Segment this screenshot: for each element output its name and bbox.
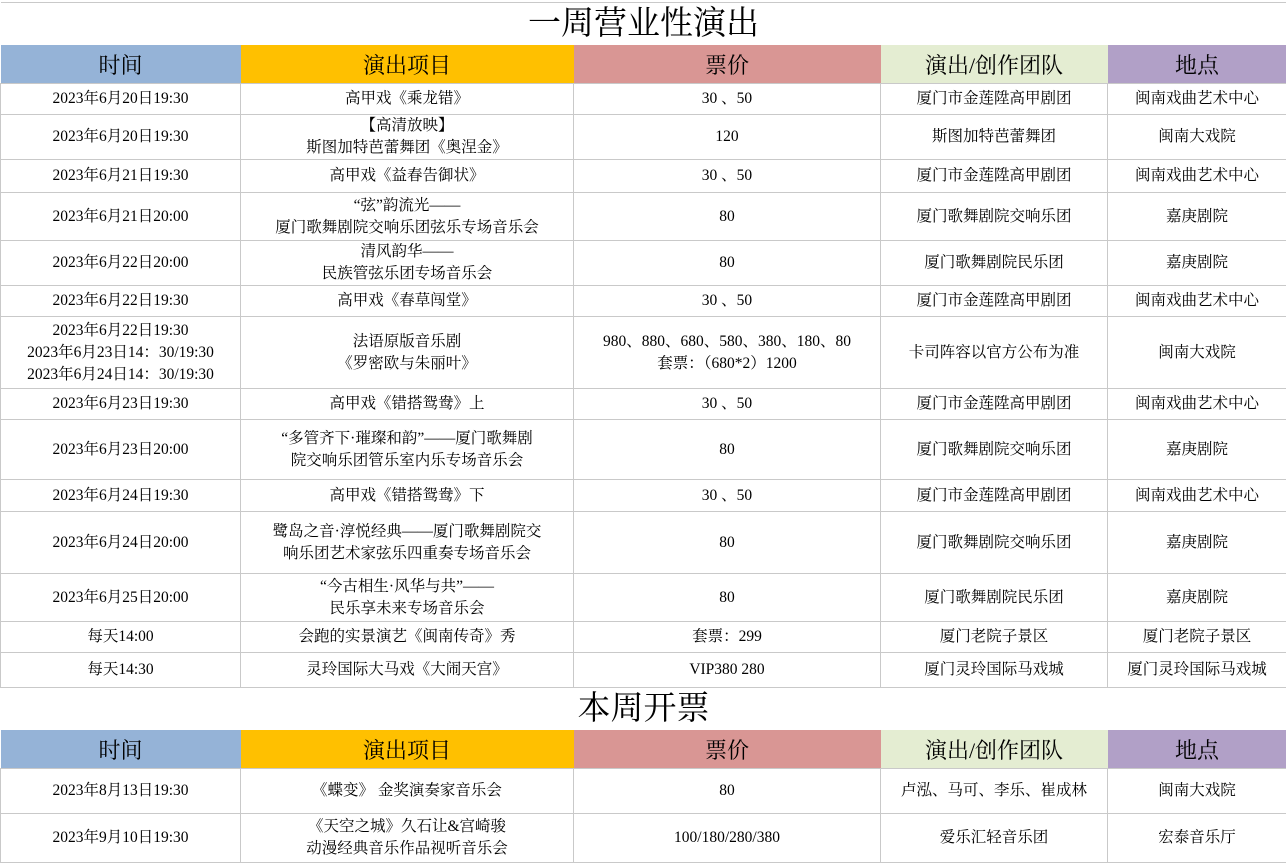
- venue-line: 宏泰音乐厅: [1158, 829, 1236, 846]
- venue-line: 闽南大戏院: [1158, 343, 1236, 361]
- venue-line: 嘉庚剧院: [1166, 440, 1229, 458]
- team-line: 卡司阵容以官方公布为准: [908, 343, 1080, 361]
- project-line: 高甲戏《错搭鸳鸯》下: [329, 486, 485, 504]
- venue-line: 闽南戏曲艺术中心: [1135, 292, 1260, 309]
- schedule-row: [1, 115, 1286, 160]
- venue-line: 闽南戏曲艺术中心: [1135, 167, 1260, 184]
- time-line: 2023年6月21日20:00: [52, 207, 189, 225]
- time-cell: [1, 814, 241, 863]
- project-line: 【高清放映】: [360, 117, 454, 134]
- venue-cell: [1108, 512, 1286, 574]
- project-line: 斯图加特芭蕾舞团《奥涅金》: [306, 139, 508, 156]
- price-line: 30 、50: [701, 90, 753, 107]
- schedule-row: [1, 317, 1286, 389]
- time-line: 2023年6月23日20:00: [52, 440, 189, 458]
- team-line: 厦门市金莲陞高甲剧团: [916, 292, 1072, 309]
- venue-cell: [1108, 653, 1286, 688]
- team-cell: [881, 115, 1108, 160]
- project-line: 《蝶变》 金奖演奏家音乐会: [312, 782, 502, 799]
- price-line: 30 、50: [701, 395, 753, 412]
- project-cell: [241, 317, 574, 389]
- schedule-row: [1, 814, 1286, 863]
- time-line: 2023年6月24日19:30: [52, 486, 189, 504]
- schedule-row: [1, 512, 1286, 574]
- header-price: 票价: [574, 45, 881, 84]
- project-cell: [241, 115, 574, 160]
- time-cell: [1, 389, 241, 420]
- venue-line: 闽南戏曲艺术中心: [1135, 486, 1260, 504]
- project-line: 动漫经典音乐作品视听音乐会: [306, 840, 508, 857]
- header-team: 演出/创作团队: [881, 730, 1108, 769]
- time-line: 2023年6月20日19:30: [52, 128, 189, 145]
- project-cell: [241, 286, 574, 317]
- venue-cell: [1108, 389, 1286, 420]
- header-team: 演出/创作团队: [881, 45, 1108, 84]
- team-cell: [881, 480, 1108, 512]
- project-line: 高甲戏《益春告御状》: [329, 167, 485, 184]
- price-cell: [574, 653, 881, 688]
- time-line: 2023年8月13日19:30: [52, 782, 189, 799]
- team-line: 厦门市金莲陞高甲剧团: [916, 167, 1072, 184]
- team-cell: [881, 574, 1108, 622]
- schedule-table: [0, 2, 1286, 863]
- price-cell: [574, 241, 881, 286]
- project-cell: [241, 653, 574, 688]
- price-line: 80: [719, 533, 735, 551]
- team-line: 厦门歌舞剧院交响乐团: [916, 533, 1072, 551]
- schedule-row: [1, 389, 1286, 420]
- price-cell: [574, 420, 881, 480]
- team-cell: [881, 193, 1108, 241]
- price-line: 30 、50: [701, 292, 753, 309]
- project-cell: [241, 769, 574, 814]
- schedule-row: [1, 480, 1286, 512]
- time-cell: [1, 84, 241, 115]
- time-cell: [1, 574, 241, 622]
- schedule-row: [1, 84, 1286, 115]
- section-title: 一周营业性演出: [1, 3, 1286, 46]
- header-project: 演出项目: [241, 730, 574, 769]
- schedule-row: [1, 574, 1286, 622]
- team-cell: [881, 389, 1108, 420]
- price-line: 80: [719, 588, 735, 606]
- section-weekly-performances: [1, 3, 1286, 688]
- time-line: 2023年6月20日19:30: [52, 90, 189, 107]
- time-line: 2023年6月22日19:30: [52, 321, 189, 339]
- time-line: 2023年6月24日14：30/19:30: [27, 365, 214, 383]
- price-line: 80: [719, 207, 735, 225]
- venue-line: 嘉庚剧院: [1166, 207, 1229, 225]
- header-time: 时间: [1, 45, 241, 84]
- project-line: 院交响乐团管乐室内乐专场音乐会: [290, 451, 524, 469]
- time-line: 2023年6月21日19:30: [52, 167, 189, 184]
- price-cell: [574, 317, 881, 389]
- time-line: 2023年6月22日19:30: [52, 292, 189, 309]
- venue-cell: [1108, 622, 1286, 653]
- price-cell: [574, 160, 881, 193]
- team-cell: [881, 653, 1108, 688]
- time-cell: [1, 769, 241, 814]
- price-cell: [574, 115, 881, 160]
- team-line: 厦门歌舞剧院交响乐团: [916, 440, 1072, 458]
- price-line: 30 、50: [701, 167, 753, 184]
- price-line: 套票：299: [692, 628, 762, 645]
- team-cell: [881, 512, 1108, 574]
- project-line: “今古相生·风华与共”——: [320, 577, 494, 595]
- schedule-row: [1, 241, 1286, 286]
- price-cell: [574, 574, 881, 622]
- time-cell: [1, 653, 241, 688]
- price-line: 120: [715, 128, 739, 145]
- project-line: 高甲戏《春草闯堂》: [337, 292, 477, 309]
- venue-cell: [1108, 241, 1286, 286]
- team-cell: [881, 160, 1108, 193]
- project-line: 民乐享未来专场音乐会: [329, 599, 485, 617]
- venue-line: 闽南戏曲艺术中心: [1135, 90, 1260, 107]
- price-line: 80: [719, 254, 735, 271]
- time-cell: [1, 286, 241, 317]
- header-venue: 地点: [1108, 45, 1286, 84]
- time-cell: [1, 241, 241, 286]
- schedule-row: [1, 420, 1286, 480]
- venue-cell: [1108, 420, 1286, 480]
- project-line: 灵玲国际大马戏《大闹天宫》: [306, 661, 508, 678]
- venue-line: 嘉庚剧院: [1166, 533, 1229, 551]
- venue-cell: [1108, 286, 1286, 317]
- team-line: 厦门灵玲国际马戏城: [924, 661, 1064, 678]
- price-cell: [574, 512, 881, 574]
- header-venue: 地点: [1108, 730, 1286, 769]
- venue-cell: [1108, 160, 1286, 193]
- project-line: 高甲戏《乘龙错》: [344, 90, 469, 107]
- section-title-row: [1, 3, 1286, 46]
- venue-line: 闽南大戏院: [1158, 782, 1236, 799]
- project-line: 《天空之城》久石让&宫崎骏: [307, 818, 507, 835]
- venue-cell: [1108, 317, 1286, 389]
- project-line: “弦”韵流光——: [353, 196, 461, 214]
- project-cell: [241, 241, 574, 286]
- time-cell: [1, 420, 241, 480]
- price-line: 80: [719, 440, 735, 458]
- header-price: 票价: [574, 730, 881, 769]
- section-tickets-on-sale: [1, 688, 1286, 863]
- team-line: 厦门歌舞剧院民乐团: [924, 588, 1064, 606]
- price-cell: [574, 814, 881, 863]
- price-line: VIP380 280: [689, 661, 765, 678]
- price-line: 30 、50: [701, 486, 753, 504]
- project-line: 会跑的实景演艺《闽南传奇》秀: [298, 628, 516, 645]
- team-cell: [881, 317, 1108, 389]
- time-line: 2023年6月24日20:00: [52, 533, 189, 551]
- team-line: 爱乐汇轻音乐团: [939, 829, 1049, 846]
- price-line: 100/180/280/380: [674, 829, 780, 846]
- team-line: 厦门市金莲陞高甲剧团: [916, 90, 1072, 107]
- project-cell: [241, 574, 574, 622]
- time-cell: [1, 512, 241, 574]
- time-line: 2023年6月22日20:00: [52, 254, 189, 271]
- venue-cell: [1108, 769, 1286, 814]
- team-line: 厦门歌舞剧院民乐团: [924, 254, 1064, 271]
- project-line: 民族管弦乐团专场音乐会: [321, 265, 493, 282]
- project-cell: [241, 480, 574, 512]
- venue-line: 厦门灵玲国际马戏城: [1127, 661, 1267, 678]
- project-cell: [241, 389, 574, 420]
- schedule-row: [1, 286, 1286, 317]
- schedule-row: [1, 160, 1286, 193]
- venue-cell: [1108, 480, 1286, 512]
- project-cell: [241, 84, 574, 115]
- header-project: 演出项目: [241, 45, 574, 84]
- team-line: 卢泓、马可、李乐、崔成林: [900, 782, 1087, 799]
- venue-line: 厦门老院子景区: [1142, 628, 1252, 645]
- venue-line: 嘉庚剧院: [1166, 254, 1229, 271]
- venue-line: 闽南大戏院: [1158, 128, 1236, 145]
- team-cell: [881, 241, 1108, 286]
- time-cell: [1, 160, 241, 193]
- project-line: 鹭岛之音·淳悦经典——厦门歌舞剧院交: [272, 522, 542, 540]
- project-cell: [241, 622, 574, 653]
- price-cell: [574, 84, 881, 115]
- project-line: 高甲戏《错搭鸳鸯》上: [329, 395, 485, 412]
- price-cell: [574, 193, 881, 241]
- venue-line: 嘉庚剧院: [1166, 588, 1229, 606]
- venue-cell: [1108, 193, 1286, 241]
- team-cell: [881, 286, 1108, 317]
- header-time: 时间: [1, 730, 241, 769]
- team-cell: [881, 622, 1108, 653]
- time-line: 每天14:00: [87, 628, 154, 645]
- time-cell: [1, 317, 241, 389]
- project-cell: [241, 420, 574, 480]
- venue-cell: [1108, 84, 1286, 115]
- team-line: 厦门歌舞剧院交响乐团: [916, 207, 1072, 225]
- team-cell: [881, 814, 1108, 863]
- price-cell: [574, 769, 881, 814]
- project-cell: [241, 193, 574, 241]
- project-line: 法语原版音乐剧: [352, 332, 462, 350]
- venue-line: 闽南戏曲艺术中心: [1135, 395, 1260, 412]
- time-line: 2023年6月23日19:30: [52, 395, 189, 412]
- price-cell: [574, 480, 881, 512]
- team-line: 厦门老院子景区: [939, 628, 1049, 645]
- schedule-row: [1, 769, 1286, 814]
- price-line: 80: [719, 782, 735, 799]
- project-line: “多管齐下·璀璨和韵”——厦门歌舞剧: [281, 429, 533, 447]
- project-line: 《罗密欧与朱丽叶》: [337, 354, 477, 372]
- time-cell: [1, 115, 241, 160]
- team-line: 厦门市金莲陞高甲剧团: [916, 486, 1072, 504]
- column-header-row: [1, 730, 1286, 769]
- team-cell: [881, 769, 1108, 814]
- price-line: 套票：（680*2）1200: [657, 354, 797, 372]
- schedule-row: [1, 622, 1286, 653]
- schedule-row: [1, 193, 1286, 241]
- column-header-row: [1, 45, 1286, 84]
- time-line: 2023年6月23日14：30/19:30: [27, 343, 214, 361]
- price-cell: [574, 389, 881, 420]
- project-cell: [241, 160, 574, 193]
- venue-cell: [1108, 115, 1286, 160]
- price-cell: [574, 286, 881, 317]
- section-title-row: [1, 688, 1286, 731]
- price-cell: [574, 622, 881, 653]
- time-line: 2023年6月25日20:00: [52, 588, 189, 606]
- project-cell: [241, 814, 574, 863]
- project-line: 厦门歌舞剧院交响乐团弦乐专场音乐会: [275, 218, 539, 236]
- project-line: 响乐团艺术家弦乐四重奏专场音乐会: [282, 544, 531, 562]
- team-line: 厦门市金莲陞高甲剧团: [916, 395, 1072, 412]
- venue-cell: [1108, 574, 1286, 622]
- section-title: 本周开票: [1, 688, 1286, 731]
- price-line: 980、880、680、580、380、180、80: [602, 332, 851, 350]
- team-cell: [881, 420, 1108, 480]
- team-cell: [881, 84, 1108, 115]
- team-line: 斯图加特芭蕾舞团: [931, 128, 1056, 145]
- time-cell: [1, 480, 241, 512]
- time-cell: [1, 622, 241, 653]
- venue-cell: [1108, 814, 1286, 863]
- schedule-row: [1, 653, 1286, 688]
- time-line: 2023年9月10日19:30: [52, 829, 189, 846]
- time-line: 每天14:30: [87, 661, 154, 678]
- project-cell: [241, 512, 574, 574]
- time-cell: [1, 193, 241, 241]
- project-line: 清风韵华——: [360, 243, 454, 260]
